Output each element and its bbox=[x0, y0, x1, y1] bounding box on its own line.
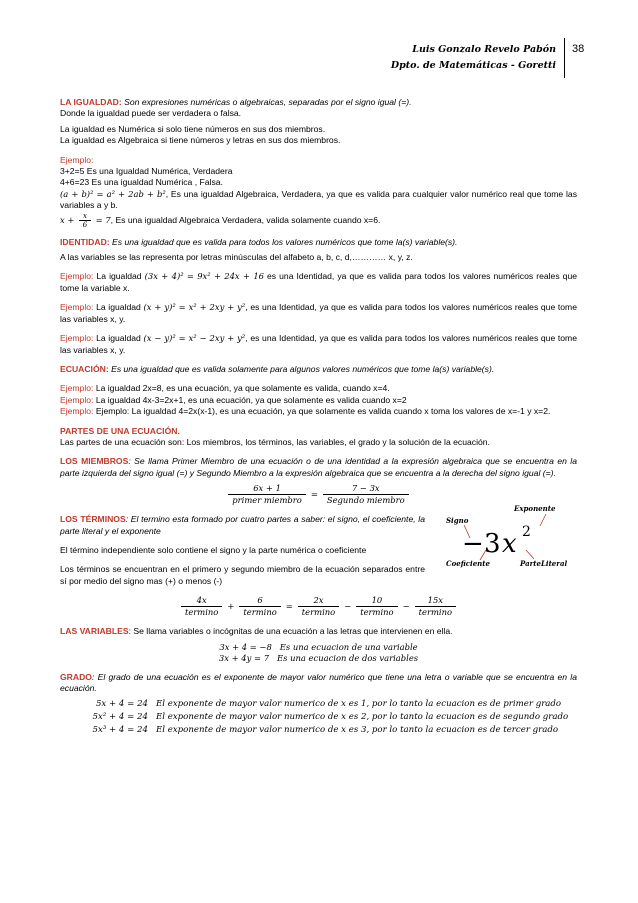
label-exponente: Exponente bbox=[514, 504, 556, 514]
igualdad-definition: LA IGUALDAD: Son expresiones numéricas o algebraicas, separadas por el signo igual (=). bbox=[60, 97, 412, 107]
operator: = bbox=[285, 600, 293, 611]
grado-examples bbox=[60, 698, 577, 737]
label-parte-literal: ParteLiteral bbox=[520, 559, 568, 569]
grado-row: 5x² + 4 = 24 El exponente de mayor valor numerico de x es 2, por lo tanto la ecuacion es de segundo grado bbox=[92, 712, 569, 723]
example-label: Ejemplo: bbox=[60, 154, 94, 165]
variables-examples: 3x + 4 = −8 Es una ecuacion de una variable 3x + 4y = 7 Es una ecuacion de dos variables bbox=[218, 641, 419, 663]
identidad-example-2: Ejemplo: La igualdad (x + y)² = x² + 2xy + y², es una Identidad, ya que es valida para todos los valores numéricos reales que tome las variables x, y. bbox=[60, 302, 577, 324]
term-variable: x bbox=[502, 529, 517, 560]
author-name: Luis Gonzalo Revelo Pabón bbox=[412, 44, 556, 55]
label-coeficiente: Coeficiente bbox=[446, 559, 490, 569]
grado-definition: GRADO: El grado de una ecuación es el exponente de mayor valor numérico que tiene una letra o variable que se encuentra en la ecuación. bbox=[60, 671, 577, 693]
term-fraction: $\frac{2x}{\text{termino}}$ bbox=[298, 595, 339, 618]
term-fraction: $\frac{10}{\text{termino}}$ bbox=[356, 595, 397, 618]
grado-row: 5x³ + 4 = 24 El exponente de mayor valor numerico de x es 3, por lo tanto la ecuacion es de tercer grado bbox=[92, 725, 559, 736]
header-divider bbox=[564, 38, 565, 78]
label-signo: Signo bbox=[446, 516, 469, 526]
terminos-equation bbox=[60, 595, 577, 618]
partes-title: PARTES DE UNA ECUACIÓN. bbox=[60, 425, 180, 436]
terminos-title: LOS TÉRMINOS bbox=[60, 514, 126, 525]
operator: + bbox=[227, 600, 235, 611]
variables-title: LAS VARIABLES bbox=[60, 626, 129, 637]
page-header bbox=[391, 42, 556, 74]
term-sign: − bbox=[462, 529, 484, 560]
operator: − bbox=[344, 600, 352, 611]
term-parts-diagram bbox=[442, 502, 582, 572]
term-fraction: $\frac{15x}{\text{termino}}$ bbox=[415, 595, 456, 618]
grado-title: GRADO bbox=[60, 671, 92, 682]
identidad-example-3: Ejemplo: La igualdad (x − y)² = x² − 2xy + y², es una Identidad, ya que es valida para todos los valores numéricos reales que tome las variables x, y. bbox=[60, 333, 577, 355]
fraction: $\frac{x}{6}$ bbox=[79, 212, 91, 229]
igualdad-example-4: x + $\frac{x}{6}$ = 7, Es una igualdad Algebraica Verdadera, valida solamente cuando x=6. bbox=[60, 211, 381, 229]
miembros-title: LOS MIEMBROS bbox=[60, 456, 129, 467]
term-fraction: $\frac{6}{\text{termino}}$ bbox=[239, 595, 280, 618]
ecuacion-title: ECUACIÓN: bbox=[60, 363, 109, 374]
identidad-example-1: Ejemplo: La igualdad (3x + 4)² = 9x² + 24x + 16 es una Identidad, ya que es valida para todos los valores numéricos reales que tome la variable x. bbox=[60, 271, 577, 293]
operator: − bbox=[402, 600, 410, 611]
terminos-section: LOS TÉRMINOS: El termino esta formado por cuatro partes a saber: el signo, el coeficiente, la parte literal y el exponente El término independiente solo contiene el signo y la parte numérica o coeficiente Los términos se encuentran en el primero y segundo miembro de la ecuación separados entre sí por medio del signo mas (+) o menos (-) Exponente Signo Coeficiente ParteLiteral − 3 x 2 bbox=[60, 514, 577, 587]
ecuacion-definition: ECUACIÓN: Es una igualdad que es valida solamente para algunos valores numéricos que tome la(s) variable(s). bbox=[60, 363, 495, 374]
identidad-definition: IDENTIDAD: Es una igualdad que es valida para todos los valores numéricos que tome la(s) variable(s). bbox=[60, 236, 458, 247]
term-exponent: 2 bbox=[522, 524, 531, 541]
miembros-equation: $\frac{6x + 1}{\text{primer miembro}}$ = $\frac{7 - 3x}{\text{Segundo miembro}}$ bbox=[60, 483, 577, 506]
document-body: LA IGUALDAD: Son expresiones numéricas o algebraicas, separadas por el signo igual (=). Donde la igualdad puede ser verdadera o falsa. La igualdad es Numérica si solo tiene números en sus dos miembros. La igualdad es Algebraica si tiene números y letras en sus dos miembros. Ejemplo: 3+2=5 Es una Igualdad Numérica, Verdadera 4+6=23 Es una igualdad Numérica , Falsa. (a + b)² = a² + 2ab + b², Es una igualdad Algebraica, Verdadera, ya que es valida para cualquier valor numérico real que tome las variables a y b. x + $\frac{x}{6}$ = 7, Es una igualdad Algebraica Verdadera, valida solamente cuando x=6. IDENTIDAD: Es una igualdad que es valida para todos los valores numéricos que tome la(s) variable(s). A las variables se las representa por letras minúsculas del alfabeto a, b, c, d,………… x, y, z. Ejemplo: La igualdad (3x + 4)² = 9x² + 24x + 16 es una Identidad, ya que es valida para todos los valores numéricos reales que tome la variable x. Ejemplo: La igualdad (x + y)² = x² + 2xy + y², es una Identidad, ya que es valida para todos los valores numéricos reales que tome las variables x, y. Ejemplo: La igualdad (x − y)² = x² − 2xy + y², es una Identidad, ya que es valida para todos los valores numéricos reales que tome las variables x, y. ECUACIÓN: Es una igualdad que es valida solamente para algunos valores numéricos que tome la(s) variable(s). Ejemplo: La igualdad 2x=8, es una ecuación, ya que solamente es valida, cuando x=4. Ejemplo: La igualdad 4x-3=2x+1, es una ecuación, ya que solamente es valida cuando x=2 Ejemplo: Ejemplo: La igualdad 4=2x(x-1), es una ecuación, ya que solamente es valida cuando x toma los valores de x=-1 y x=2. PARTES DE UNA ECUACIÓN. Las partes de una ecuación son: Los miembros, los términos, las variables, el grado y la solución de la ecuación. LOS MIEMBROS: Se llama Primer Miembro de una ecuación o de una identidad a la expresión algebraica que se encuentra en la parte izquierda del signo igual (=) y Segundo Miembro a la expresión algebraica que se encuentra a la derecha del signo igual (=). $\frac{6x + 1}{\text{primer miembro}}$ = $\frac{7 - 3x}{\text{Segundo miembro}}$ LOS TÉRMINOS: El termino esta formado por cuatro partes a saber: el signo, el coeficiente, la parte literal y el exponente El término independiente solo contiene el signo y la parte numérica o coeficiente Los términos se encuentran en el primero y segundo miembro de la ecuación separados entre sí por medio del signo mas (+) o menos (-) Exponente Signo Coeficiente ParteLiteral − 3 x 2 $\frac{4x}{\text{termino}}$ + $\frac{6}{\text{termino}}$ = $\frac{2x}{\text{termino}}$ − $\frac{10}{\text{termino}}$ − $\frac{15x}{\text{termino}}$ LAS VARIABLES: Se llama variables o incógnitas de una ecuación a las letras que intervienen en ella. 3x + 4 = −8 Es una ecuacion de una variable 3x + 4y = 7 Es una ecuacion de dos variables GRADO: El grado de una ecuación es el exponente de mayor valor numérico que tiene una letra o variable que se encuentra en la ecuación. 5x + 4 = 24 El exponente de mayor valor numerico de x es 1, por lo tanto la ecuacion es de primer grado 5x² + 4 = 24 El exponente de mayor valor numerico de x es 2, por lo tanto la ecuacion es de segundo grado 5x³ + 4 = 24 El exponente de mayor valor numerico de x es 3, por lo tanto la ecuacion es de tercer grado bbox=[60, 97, 577, 737]
page-number: 38 bbox=[572, 43, 585, 55]
variables-definition: LAS VARIABLES: Se llama variables o incógnitas de una ecuación a las letras que intervienen en ella. bbox=[60, 626, 453, 637]
department-name: Dpto. de Matemáticas - Goretti bbox=[390, 60, 556, 71]
identidad-title: IDENTIDAD: bbox=[60, 236, 110, 247]
term-coefficient: 3 bbox=[484, 529, 501, 560]
grado-row: 5x + 4 = 24 El exponente de mayor valor numerico de x es 1, por lo tanto la ecuacion es de primer grado bbox=[95, 699, 562, 710]
igualdad-title: LA IGUALDAD: bbox=[60, 97, 122, 107]
igualdad-example-3: (a + b)² = a² + 2ab + b², Es una igualdad Algebraica, Verdadera, ya que es valida para cualquier valor numérico real que tome las variables a y b. bbox=[60, 188, 577, 211]
miembros-definition: LOS MIEMBROS: Se llama Primer Miembro de una ecuación o de una identidad a la expresión algebraica que se encuentra en la parte izquierda del signo igual (=) y Segundo Miembro a la expresión algebraica que se encuentra a la derecha del signo igual (=). bbox=[60, 456, 577, 478]
term-fraction: $\frac{4x}{\text{termino}}$ bbox=[181, 595, 222, 618]
